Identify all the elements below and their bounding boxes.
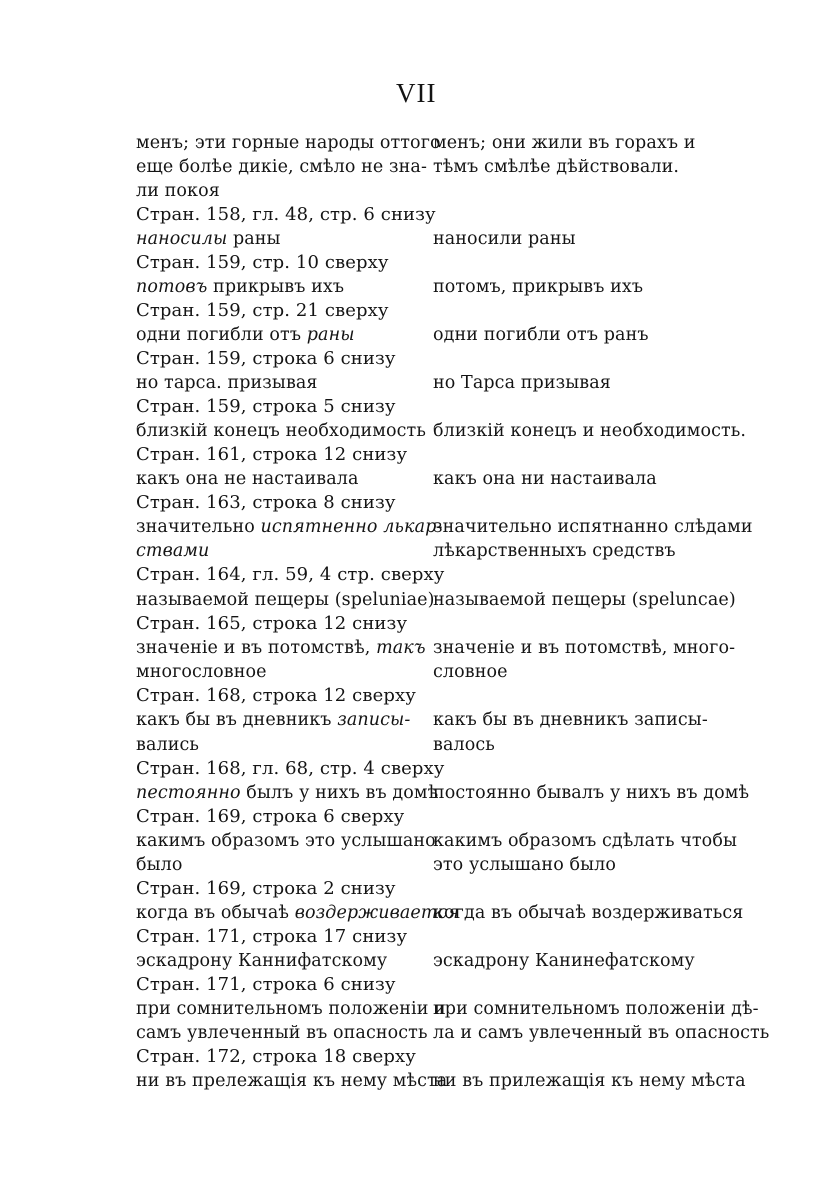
correction-line: ни въ прилежащія къ нему мѣста xyxy=(433,1071,746,1091)
reference-line: Стран. 169, строка 6 сверху xyxy=(136,806,405,827)
correction-line: валось xyxy=(433,735,495,755)
reference-line: Стран. 159, строка 5 снизу xyxy=(136,396,396,417)
correction-line: какимъ образомъ сдѣлать чтобы xyxy=(433,831,737,851)
reference-line: Стран. 172, строка 18 сверху xyxy=(136,1046,416,1067)
misprint-line: одни погибли отъ раны xyxy=(136,325,355,345)
misprint-line: самъ увлеченный въ опасность xyxy=(136,1023,428,1043)
misprint-line: ствами xyxy=(136,541,210,561)
reference-line: Стран. 159, строка 6 снизу xyxy=(136,348,396,369)
reference-line: Стран. 163, строка 8 снизу xyxy=(136,492,396,513)
misprint-line: еще болѣе дикіе, смѣло не зна- xyxy=(136,157,427,177)
correction-line: близкій конецъ и необходимость. xyxy=(433,421,747,441)
misprint-line: ни въ прележащія къ нему мѣста xyxy=(136,1071,448,1091)
correction-line: наносили раны xyxy=(433,229,576,249)
correction-line: тѣмъ смѣлѣе дѣйствовали. xyxy=(433,157,679,177)
reference-line: Стран. 171, строка 6 снизу xyxy=(136,974,396,995)
correction-line: эскадрону Канинефатскому xyxy=(433,951,695,971)
misprint-line: какъ она не настаивала xyxy=(136,469,359,489)
correction-line: ла и самъ увлеченный въ опасность xyxy=(433,1023,770,1043)
page-number: VII xyxy=(396,78,437,108)
correction-line: но Тарса призывая xyxy=(433,373,611,393)
misprint-line: наносилы раны xyxy=(136,229,281,249)
correction-line: это услышано было xyxy=(433,855,617,875)
misprint-line: называемой пещеры (speluniae) xyxy=(136,590,435,610)
correction-line: словное xyxy=(433,662,508,682)
reference-line: Стран. 169, строка 2 снизу xyxy=(136,878,396,899)
correction-line: лѣкарственныхъ средствъ xyxy=(433,541,676,561)
reference-line: Стран. 161, строка 12 снизу xyxy=(136,444,408,465)
misprint-line: какъ бы въ дневникъ записы- xyxy=(136,710,411,730)
reference-line: Стран. 165, строка 12 снизу xyxy=(136,613,408,634)
misprint-line: пестоянно былъ у нихъ въ домѣ xyxy=(136,783,439,803)
correction-line: значительно испятнанно слѣдами xyxy=(433,517,753,537)
reference-line: Стран. 159, стр. 10 сверху xyxy=(136,252,389,273)
misprint-line: когда въ обычаѣ воздерживается xyxy=(136,903,460,923)
correction-line: называемой пещеры (speluncae) xyxy=(433,590,736,610)
correction-line: одни погибли отъ ранъ xyxy=(433,325,649,345)
correction-line: значеніе и въ потомствѣ, много- xyxy=(433,638,736,658)
misprint-line: было xyxy=(136,855,183,875)
misprint-line: но тарса. призывая xyxy=(136,373,318,393)
misprint-line: какимъ образомъ это услышано xyxy=(136,831,436,851)
reference-line: Стран. 159, стр. 21 сверху xyxy=(136,300,389,321)
misprint-line: многословное xyxy=(136,662,267,682)
reference-line: Стран. 171, строка 17 снизу xyxy=(136,926,408,947)
correction-line: какъ она ни настаивала xyxy=(433,469,657,489)
correction-line: какъ бы въ дневникъ записы- xyxy=(433,710,708,730)
misprint-line: значительно испятненно лькар- xyxy=(136,517,443,537)
misprint-line: значеніе и въ потомствѣ, такъ xyxy=(136,638,426,658)
misprint-line: при сомнительномъ положеніи и xyxy=(136,999,446,1019)
misprint-line: ли покоя xyxy=(136,181,220,201)
correction-line: при сомнительномъ положеніи дѣ- xyxy=(433,999,759,1019)
reference-line: Стран. 168, строка 12 сверху xyxy=(136,685,416,706)
misprint-line: близкій конецъ необходимость xyxy=(136,421,426,441)
reference-line: Стран. 168, гл. 68, стр. 4 сверху xyxy=(136,758,445,779)
correction-line: потомъ, прикрывъ ихъ xyxy=(433,277,644,297)
misprint-line: потовъ прикрывъ ихъ xyxy=(136,277,345,297)
correction-line: когда въ обычаѣ воздерживаться xyxy=(433,903,744,923)
reference-line: Стран. 158, гл. 48, стр. 6 снизу xyxy=(136,204,436,225)
misprint-line: вались xyxy=(136,735,199,755)
correction-line: менъ; они жили въ горахъ и xyxy=(433,133,696,153)
misprint-line: менъ; эти горные народы оттого xyxy=(136,133,441,153)
reference-line: Стран. 164, гл. 59, 4 стр. сверху xyxy=(136,564,445,585)
correction-line: постоянно бывалъ у нихъ въ домѣ xyxy=(433,783,750,803)
misprint-line: эскадрону Каннифатскому xyxy=(136,951,388,971)
